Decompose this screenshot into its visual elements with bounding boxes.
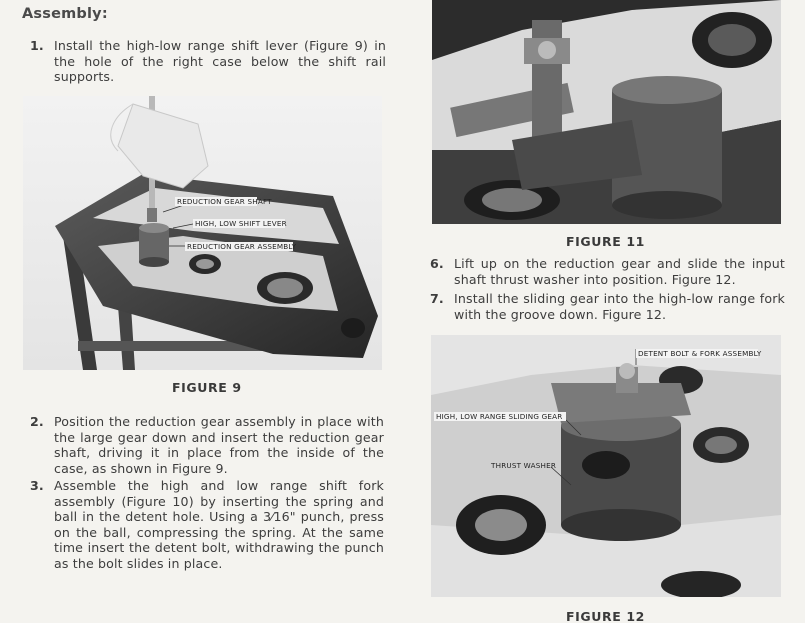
step-2 bbox=[30, 414, 384, 476]
step-number: 6. bbox=[430, 256, 444, 271]
step-text: Install the sliding gear into the high-low range fork with the groove down. Figure 12. bbox=[454, 291, 785, 322]
figure-9-label-assembly: REDUCTION GEAR ASSEMBLY bbox=[187, 242, 297, 251]
step-7 bbox=[430, 291, 785, 322]
figure-12-label-washer: THRUST WASHER bbox=[491, 461, 557, 470]
figure-9-label-shaft: REDUCTION GEAR SHAFT bbox=[177, 197, 272, 206]
figure-12-photo bbox=[431, 335, 781, 597]
step-number: 7. bbox=[430, 291, 444, 306]
figure-11-photo bbox=[432, 0, 781, 224]
step-number: 1. bbox=[30, 38, 44, 53]
figure-9-photo bbox=[23, 96, 382, 370]
step-text: Position the reduction gear assembly in place with the large gear down and insert the reduction gear shaft, driving it in place from the inside of the case, as shown in Figure 9. bbox=[54, 414, 384, 476]
figure-12-label-detent: DETENT BOLT & FORK ASSEMBLY bbox=[638, 349, 762, 358]
figure-11-caption: FIGURE 11 bbox=[566, 234, 645, 249]
section-heading: Assembly: bbox=[22, 6, 108, 22]
step-1 bbox=[30, 38, 386, 85]
step-text: Assemble the high and low range shift fork assembly (Figure 10) by inserting the spring and ball in the detent hole. Using a 3⁄16" punch, press on the ball, compressing the spring. At the same time insert the detent bolt, withdrawing the punch as the bolt slides in place. bbox=[54, 478, 384, 571]
figure-12-caption: FIGURE 12 bbox=[566, 609, 645, 623]
step-3 bbox=[30, 478, 384, 572]
figure-9-caption: FIGURE 9 bbox=[172, 380, 242, 395]
step-text: Lift up on the reduction gear and slide the input shaft thrust washer into position. Figure 12. bbox=[454, 256, 785, 287]
figure-9-label-lever: HIGH, LOW SHIFT LEVER bbox=[195, 219, 287, 228]
figure-12-label-sliding: HIGH, LOW RANGE SLIDING GEAR bbox=[436, 412, 563, 421]
step-6 bbox=[430, 256, 785, 287]
step-text: Install the high-low range shift lever (Figure 9) in the hole of the right case below the shift rail supports. bbox=[54, 38, 386, 85]
step-number: 3. bbox=[30, 478, 44, 493]
step-number: 2. bbox=[30, 414, 44, 429]
